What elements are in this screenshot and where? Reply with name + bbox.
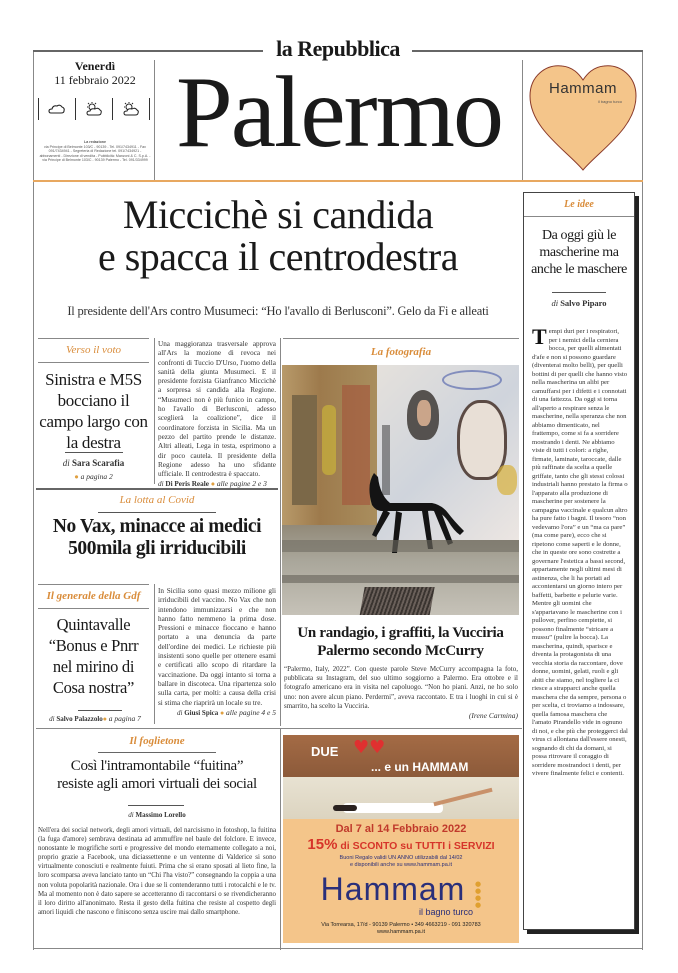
feuilleton-byline	[36, 811, 278, 819]
photo-kicker: La fotografia	[370, 346, 432, 358]
ad-title-rest: ... e un HAMMAM	[371, 760, 469, 774]
voto-headline[interactable]: Sinistra e M5S bocciano il campo largo con la destra	[39, 370, 148, 452]
page-ref-text[interactable]: a pagina 7	[108, 714, 141, 723]
novax-body-text: In Sicilia sono quasi mezzo milione gli irriducibili del vaccino. No Vax che non intendono immunizzarsi e che non hanno fatto nemmeno la prima dose. Pressioni e minacce fioccano e hanno portato a una denuncia da parte dell'ordine dei medici. Le richieste più insistenti sono quelle per ottenere esami e certificati allo scopo di ritardare la vaccinazione. Da oggi intanto si torna a ballare in discoteca. Una ripartenza solo sulla carta, per molti: a causa della crisi si stima che riaprirà un locale su tre.	[158, 587, 276, 707]
column-divider	[154, 584, 155, 724]
ad-contact	[283, 922, 519, 936]
masthead-rule-right	[412, 50, 643, 52]
divider	[38, 338, 149, 339]
ad-discount-text: di SCONTO su TUTTI i SERVIZI	[340, 840, 495, 852]
date-label: 11 febbraio 2022	[54, 73, 136, 87]
page-ref-text[interactable]: alle pagine 2 e 3	[216, 479, 267, 489]
redazione-box	[38, 140, 152, 163]
lead-headline-line2: e spacca il centrodestra	[97, 234, 458, 279]
author-name: Sara Scarafia	[72, 458, 125, 468]
byline-prefix: di	[128, 811, 134, 819]
byline-prefix: di	[62, 458, 70, 468]
page-ref-text: a pagina 2	[80, 472, 113, 481]
divider	[36, 728, 522, 729]
photo-headline-line1: Un randagio, i graffiti, la Vucciria	[297, 625, 504, 641]
date-box	[36, 60, 154, 87]
ad-fine-print	[283, 855, 519, 869]
byline-prefix: di	[49, 715, 55, 723]
temp-bar	[75, 98, 76, 120]
orange-rule	[33, 180, 643, 182]
page-ref-text[interactable]: alle pagine 4 e 5	[226, 707, 276, 717]
temp-bar	[38, 98, 39, 120]
ad-tagline: il bagno turco	[418, 907, 473, 917]
author-name: Salvo Piparo	[560, 298, 607, 308]
column-divider	[280, 728, 281, 950]
idee-box	[523, 192, 635, 930]
author-name: Massimo Lorello	[135, 811, 186, 819]
ad-towel	[343, 803, 443, 813]
ad-discount-pct: 15%	[307, 836, 338, 853]
column-divider	[280, 338, 281, 726]
ad-website[interactable]: www.hammam.pa.it	[377, 929, 425, 935]
ad-address: Via Torrearsa, 17/d - 90139 Palermo • 349 4663219 - 091 320783	[321, 922, 481, 928]
lead-body: Una maggioranza trasversale approva all'Ars la mozione di revoca nei confronti di Tuccio D'Urso, l'uomo della sanità della giunta Musumeci. E il presidente forzista Gianfranco Miccichè a sorpresa si candida alla Regione. “Musumeci non è più funico in campo, ho l'avallo di Berlusconi, adesso sceglierà la coalizione”, dice il coordinatore forzista in Sicilia. Ma un pezzo del partito prende le distanze. Altri alleati, Lega in testa, esprimono a dir poco cautela. Il presidente della Regione adesso ha uno sfidante ufficiale. Il centrodestra è spaccato. di Di Peris Reale ● alle pagine 2 e 3	[158, 340, 276, 489]
feuilleton-body: Nell'era dei social network, degli amori virtuali, del narcisismo in fotoshop, la fuitina (la fuga d'amore) sembrava destinata ad ammuffire nel baule del folclore. E invece, nonostante le mogrifiche sorti e progressive del mondo eternamente collegato a noi, proprio grazie a Facebook, una diciassettenne e un ventenne di Valderice si sono virtualmente conosciuti e realmente fuiuti. Prima che si erano sposati al lieto fine, la loro scomparsa aveva lanciato tanto un “Chi l'ha visto?” consegnando la coppia a una non voluta popolarità nazionale. Ora i due se li contenderanno tutti i rotocalchi e le tv. Ma al momento non è dato sapere se accetteranno di raccontarsi o se rivendicheranno il loro diritto all'anonimato. Resta il gesto della fuitina che resiste al cospetto degli amori liquidi che nascono e finiscono senza uscire mai dallo smartphone.	[38, 827, 276, 916]
lead-headline-line1: Miccichè si candida	[122, 192, 434, 237]
divider	[65, 452, 123, 453]
hammam-ad[interactable]	[283, 735, 519, 943]
voto-page-ref[interactable]: ● a pagina 2	[74, 472, 113, 481]
divider	[78, 710, 122, 711]
idee-body	[532, 324, 628, 779]
mccurry-photo[interactable]	[282, 365, 519, 615]
lead-subhead: Il presidente dell'Ars contro Musumeci: “Ho l'avallo di Berlusconi”. Gelo da Fi e alleati	[67, 304, 489, 318]
author-name: Salvo Palazzolo	[56, 715, 103, 723]
ad-discount	[283, 836, 519, 853]
idee-body-text: empi duri per i respiratori, per i nemici della cerniera bocca, per quelli alimentati d'afe e non si possono guardare (diventerai molto belli), per quelli bottini di per quelli che hanno visto nella mascherina un alibi per camuffarsi per i difetti e i connotati di una fattezza. Da oggi si torna all'aperto a respirare senza le mascherine, nella speranza che non abbiamo dimenticato, nel frattempo, come si fa a sorridere mostrando i denti. Ne abbiamo viste di tutti i colori: a righe, firmate, laminate, taroccate, dalle più raffinate da scelta a quelle griffate, tanto che gli stessi colossi industriali hanno prestato la firma o l'apparato alla produzione di mascherine per sostenere la campagna vaccinale e qualcun altro ha pure fatto i bagni. Il tesoro “non vedevamo l'ora” e un “ma ca pare” (ma come pare), ecco che si ripetono come saperti e le donne, che in queste ore sono costrette a governare l'estetica a bassi second, appartamente negli ultimi mesi di astinenza, che li ha portati ad accontentarsi un giorno intero per baffetti, barbette e pelurie varie. Mentre gli uomini che s'appartavano le mascherine con i pullover, perfino cempiette, si possono finalmente “stricare a mussu” (pulire la bocca). La mascherina, quindi, sparisce e diventa la protagonista di una vecchia storia da raccontare, dove donne, uomini, gelati, ruoli e gli abiti che siamo, nel togliere la ci riesce a strapparci anche quella maschera che da sempre, persona o per scelta, ci troviamo a indossare, quella famosa maschera che l'amato Pirandello vide in ognuno di noi, e che più che proteggerci dal virus ci allontana dall'essere onesti, sognando di chi da domani, si possa ritrovare il coraggio di sorridere mostrandoci i denti, per vivere finalmente felici e contenti.	[532, 328, 628, 777]
weather-strip	[38, 95, 150, 123]
photo-headline[interactable]	[282, 624, 519, 660]
voto-byline	[38, 458, 149, 468]
ad-title-due: DUE	[311, 744, 339, 759]
masthead-divider	[154, 60, 155, 182]
byline-prefix: di	[177, 708, 183, 717]
gdf-kicker: Il generale della Gdf	[46, 590, 141, 602]
covid-headline-line2: 500mila gli irriducibili	[68, 538, 246, 559]
redazione-title: La redazione	[84, 140, 106, 144]
divider	[38, 608, 149, 609]
ad-dates: Dal 7 al 14 Febbraio 2022	[335, 823, 467, 835]
divider	[128, 805, 184, 806]
divider	[98, 752, 216, 753]
divider	[38, 584, 149, 585]
divider	[38, 362, 149, 363]
heart-ad-tagline: il bagno turco	[597, 99, 622, 104]
masthead-divider-right	[522, 60, 523, 182]
ad-logo-dots: ● ● ● ●	[475, 880, 482, 909]
divider	[36, 488, 278, 490]
covid-kicker: La lotta al Covid	[119, 494, 195, 506]
ad-fine-print-2: e disponibili anche su www.hammam.pa.it	[349, 862, 453, 868]
idee-headline[interactable]: Da oggi giù le mascherine ma anche le maschere	[531, 228, 627, 277]
day-label: Venerdì	[74, 59, 116, 73]
temp-bar	[112, 98, 113, 120]
byline-prefix: di	[158, 480, 164, 489]
feuilleton-headline[interactable]	[36, 757, 278, 793]
feuilleton-kicker: Il foglietone	[129, 735, 185, 747]
author-name: Giusi Spica	[184, 708, 219, 717]
author-name: Di Peris Reale	[165, 480, 209, 489]
novax-body: In Sicilia sono quasi mezzo milione gli irriducibili del vaccino. No Vax che non intendono immunizzarsi e che non hanno fatto nemmeno la prima dose. Pressioni e minacce fioccano e hanno portato a una denuncia da parte dell'ordine dei medici. Le richieste più insistenti sono quelle per ottenere esami e certificati allo scopo di ritardare la vaccinazione. Da oggi intanto si torna a ballare in discoteca. Una ripartenza solo sulla carta, per molti: a causa della crisi si stima che riaprirà un locale su tre. di Giusi Spica ● alle pagine 4 e 5	[158, 587, 276, 717]
photo-caption	[284, 665, 518, 720]
sun-cloud-icon	[85, 102, 103, 116]
feuilleton-headline-line1: Così l'intramontabile “fuitina”	[70, 758, 244, 774]
brand-logo: la Repubblica	[276, 36, 400, 61]
dropcap: T	[532, 324, 547, 349]
heart-icon: ♥♥	[353, 737, 386, 758]
idee-byline	[524, 298, 634, 308]
covid-headline-line1: No Vax, minacce ai medici	[52, 516, 262, 537]
byline-prefix: di	[551, 298, 559, 308]
divider	[98, 512, 216, 513]
hammam-heart-ad[interactable]	[526, 58, 641, 176]
ad-logo: Hammam	[320, 871, 466, 907]
covid-headline[interactable]	[36, 516, 278, 560]
lead-body-text: Una maggioranza trasversale approva all'Ars la mozione di revoca nei confronti di Tuccio D'Urso, l'uomo della sanità della giunta Musumeci. E il presidente forzista Gianfranco Miccichè a sorpresa si candida alla Regione. “Musumeci non è più funico in campo, ho l'avallo di Berlusconi, adesso sceglierà la coalizione”, dice il coordinatore forzista in Sicilia. Ma un pezzo del partito prende le distanze. Altri alleati, Lega in testa, esprimono a dir poco cautela. Il presidente della Regione adesso ha uno sfidante ufficiale. Il centrodestra è spaccato.	[158, 340, 276, 479]
lead-headline	[36, 194, 520, 278]
column-divider	[154, 338, 155, 484]
gdf-byline: di Salvo Palazzolo● a pagina 7	[49, 714, 141, 723]
heart-ad-logo: Hammam	[548, 80, 617, 97]
voto-kicker: Verso il voto	[66, 344, 121, 356]
ad-figure-hair	[333, 805, 357, 811]
sun-cloud-icon	[122, 102, 140, 116]
photo-headline-line2: Palermo secondo McCurry	[317, 643, 484, 659]
divider	[283, 338, 519, 339]
ad-fine-print-1: Buoni Regalo validi UN ANNO utilizzabili dal 14/02	[339, 855, 463, 861]
feuilleton-headline-line2: resiste agli amori virtuali dei social	[57, 776, 257, 792]
cloud-icon	[48, 103, 66, 115]
photo-caption-text: “Palermo, Italy, 2022”. Con queste parole Steve McCurry accompagna la foto, pubblicata su Instagram, del suo ultimo soggiorno a Palermo. Era ottobre e il fotografo americano era in visita nel capoluogo. “Non ho piani. Anzi, ne ho solo uno: non avere alcun piano. Perdermi”, aveva raccontato. E tra i luoghi in cui si è smarrito, ha scelto la Vucciria.	[284, 665, 518, 710]
gdf-headline[interactable]: Quintavalle “Bonus e Pnrr nel mirino di Cosa nostra”	[48, 615, 139, 697]
heart-icon	[526, 58, 641, 176]
photo-credit: (Irene Carmina)	[468, 711, 518, 721]
masthead-rule-left	[33, 50, 263, 52]
dog-figure	[362, 465, 472, 575]
thermometer-icon	[149, 98, 150, 120]
bottom-rule	[33, 948, 643, 949]
redazione-text: via Principe di Belmonte 103/C - 90139 - Tel. 091/7434911 - Fax 091/7434941 - Segreteria di Redazione tel. 091/7434921 - abbonamenti - Direzione di vendita - Pubblicità: Manzoni & C. S.p.A. - via Principe di Belmonte 103/C - 90139 Palermo - Tel. 091/334999	[39, 144, 151, 163]
edition-title: Palermo	[176, 56, 502, 169]
idee-kicker: Le idee	[564, 199, 594, 210]
